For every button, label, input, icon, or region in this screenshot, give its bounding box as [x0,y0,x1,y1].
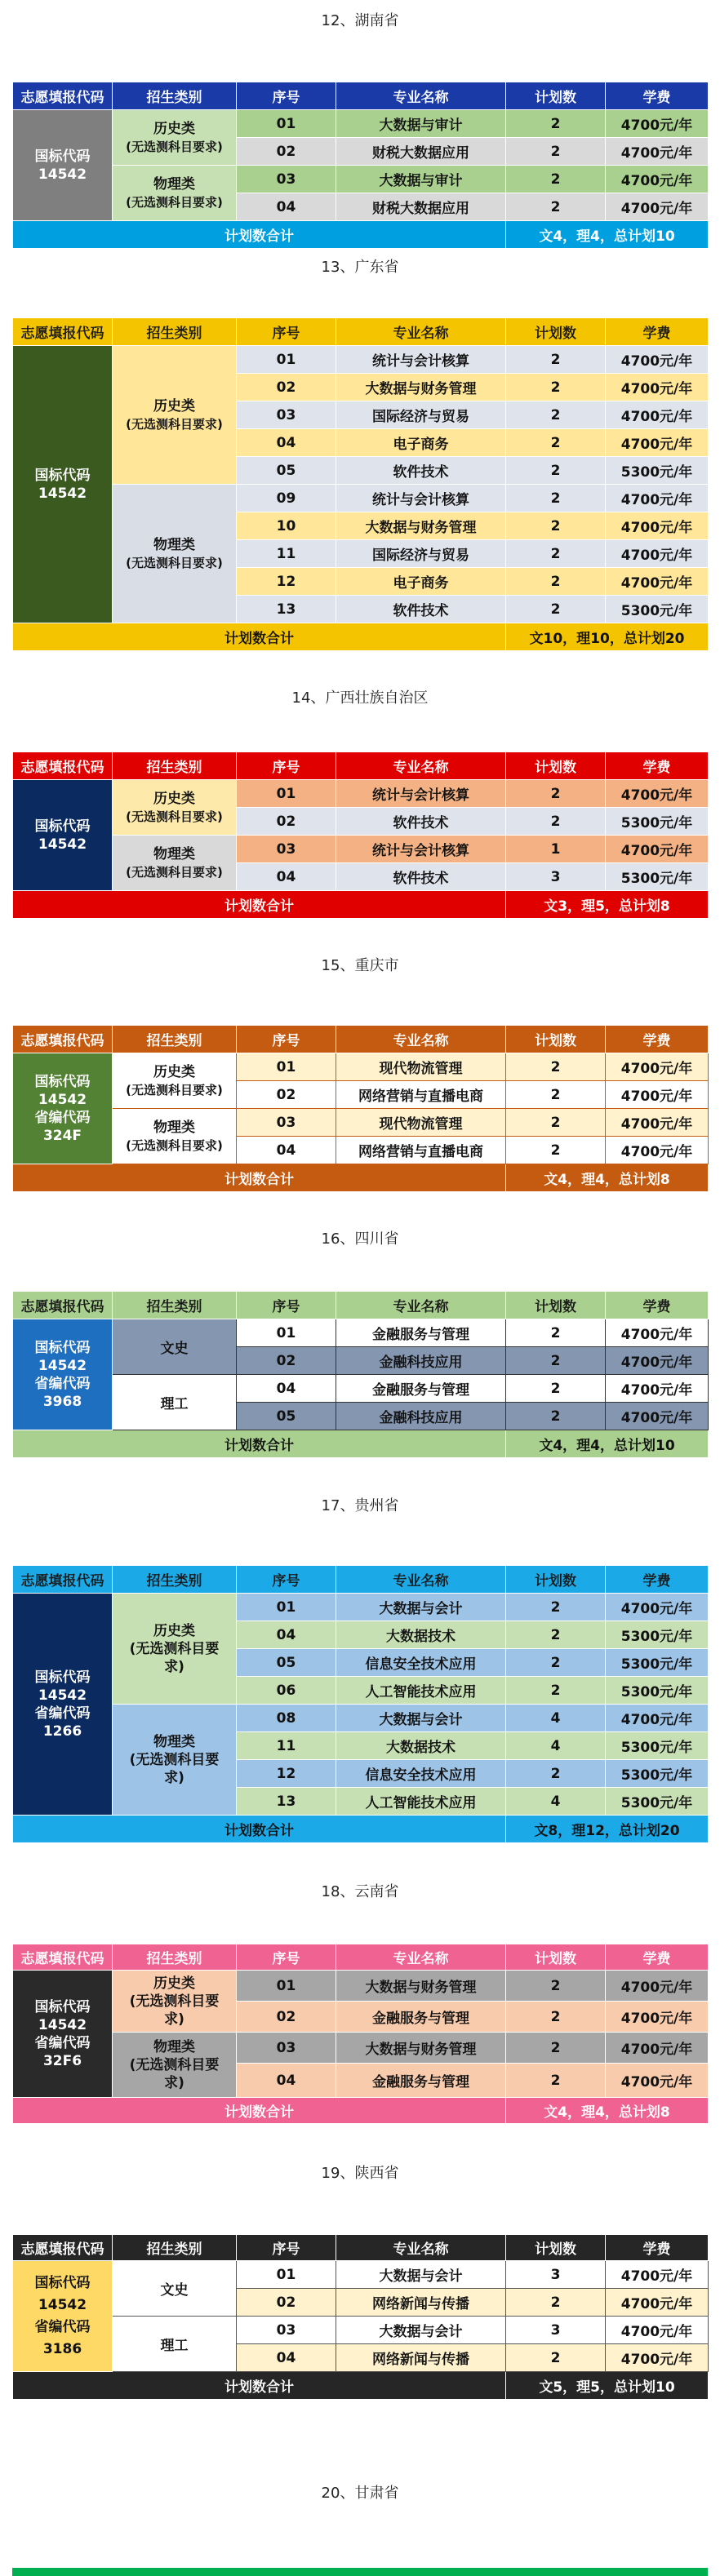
table-row: 02 财税大数据应用 2 4700元/年 [13,138,709,166]
table-row: 02 网络新闻与传播 2 4700元/年 [13,2289,709,2317]
total-row: 计划数合计 文4，理4，总计划8 [13,1164,709,1192]
code-cell: 国标代码 14542 省编代码 32F6 [13,1971,113,2098]
table-header: 志愿填报代码 招生类别 序号 专业名称 计划数 学费 [13,1292,709,1319]
plan-table-chongqing [12,1025,709,1192]
category-cell: 理工 [113,1375,237,1430]
table-row: 10 大数据与财务管理 2 4700元/年 [13,512,709,540]
table-header: 志愿填报代码 招生类别 序号 专业名称 计划数 学费 [13,82,709,110]
table-header-partial [12,2568,708,2576]
plan-table-guangxi [12,752,709,919]
table-row: 理工 03 大数据与会计 3 4700元/年 [13,2317,709,2344]
table-row: 03 国际经济与贸易 2 4700元/年 [13,401,709,429]
section-title-chongqing: 15、重庆市 [321,957,399,974]
table-row: 04 大数据技术 2 5300元/年 [13,1621,709,1649]
table-row: 物理类 (无选测科目要求) 09 统计与会计核算 2 4700元/年 [13,485,709,512]
category-cell: 历史类 (无选测科目要求) [113,346,237,485]
table-header: 志愿填报代码 招生类别 序号 专业名称 计划数 学费 [13,1026,709,1053]
plan-table-guizhou [12,1565,709,1843]
plan-table-shaanxi [12,2234,709,2400]
section-title-gansu: 20、甘肃省 [321,2485,399,2502]
table-header: 志愿填报代码 招生类别 序号 专业名称 计划数 学费 [13,2235,709,2261]
plan-table-yunnan [12,1944,709,2124]
table-row: 02 网络营销与直播电商 2 4700元/年 [13,1081,709,1109]
table-row: 04 网络营销与直播电商 2 4700元/年 [13,1137,709,1164]
total-row: 计划数合计 文4，理4，总计划10 [13,221,709,249]
table-header: 志愿填报代码 招生类别 序号 专业名称 计划数 学费 [13,752,709,780]
table-row: 04 金融服务与管理 2 4700元/年 [13,2064,709,2098]
category-cell: 文史 [113,1319,237,1375]
table-row: 物理类 (无选测科目要 求) 03 大数据与财务管理 2 4700元/年 [13,2033,709,2064]
table-row: 国标代码 14542 历史类 (无选测科目要求) 01 大数据与审计 2 4700元/年 [13,110,709,138]
plan-table-sichuan [12,1291,709,1458]
category-cell: 物理类 (无选测科目要 求) [113,1705,237,1816]
table-header: 志愿填报代码 招生类别 序号 专业名称 计划数 学费 [13,1944,709,1971]
category-cell: 物理类 (无选测科目要求) [113,836,237,891]
table-row: 国标代码 14542 省编代码 1266 历史类 (无选测科目要 求) 01 大数据与会计 2 4700元/年 [13,1594,709,1621]
category-cell: 历史类 (无选测科目要求) [113,1053,237,1109]
category-cell: 物理类 (无选测科目要求) [113,166,237,221]
table-row: 02 大数据与财务管理 2 4700元/年 [13,374,709,401]
table-row: 06 人工智能技术应用 2 5300元/年 [13,1677,709,1705]
section-title-hunan: 12、湖南省 [321,12,399,29]
category-cell: 历史类 (无选测科目要 求) [113,1971,237,2033]
section-title-sichuan: 16、四川省 [321,1230,399,1248]
total-row: 计划数合计 文8，理12，总计划20 [13,1816,709,1843]
total-row: 计划数合计 文5，理5，总计划10 [13,2372,709,2400]
table-row: 11 国际经济与贸易 2 4700元/年 [13,540,709,568]
section-title-guizhou: 17、贵州省 [321,1497,399,1514]
table-row: 05 信息安全技术应用 2 5300元/年 [13,1649,709,1677]
table-row: 04 财税大数据应用 2 4700元/年 [13,193,709,221]
table-row: 05 金融科技应用 2 4700元/年 [13,1403,709,1430]
code-cell: 国标代码 14542 省编代码 1266 [13,1594,113,1816]
table-row: 13 软件技术 2 5300元/年 [13,596,709,623]
total-row: 计划数合计 文4，理4，总计划8 [13,2098,709,2124]
table-row: 04 电子商务 2 4700元/年 [13,429,709,457]
table-row: 物理类 (无选测科目要求) 03 统计与会计核算 1 4700元/年 [13,836,709,863]
category-cell: 物理类 (无选测科目要求) [113,485,237,623]
table-row: 12 信息安全技术应用 2 5300元/年 [13,1760,709,1788]
section-title-shaanxi: 19、陕西省 [321,2165,399,2182]
table-row: 国标代码 14542 历史类 (无选测科目要求) 01 统计与会计核算 2 4700元/年 [13,780,709,808]
category-cell: 物理类 (无选测科目要 求) [113,2033,237,2098]
table-row: 04 网络新闻与传播 2 4700元/年 [13,2344,709,2372]
code-cell: 国标代码 14542 省编代码 3186 [13,2261,113,2372]
table-row: 国标代码 14542 省编代码 3968 文史 01 金融服务与管理 2 4700元/年 [13,1319,709,1347]
table-header: 志愿填报代码 招生类别 序号 专业名称 计划数 学费 [13,318,709,346]
table-row: 05 软件技术 2 5300元/年 [13,457,709,485]
table-row: 13 人工智能技术应用 4 5300元/年 [13,1788,709,1816]
plan-table-hunan [12,82,709,249]
code-cell: 国标代码 14542 省编代码 324F [13,1053,113,1164]
total-row: 计划数合计 文10，理10，总计划20 [13,623,709,651]
total-row: 计划数合计 文4，理4，总计划10 [13,1430,709,1458]
table-header: 志愿填报代码 招生类别 序号 专业名称 计划数 学费 [13,1566,709,1594]
total-row: 计划数合计 文3，理5，总计划8 [13,891,709,919]
section-title-yunnan: 18、云南省 [321,1883,399,1900]
table-row: 12 电子商务 2 4700元/年 [13,568,709,596]
category-cell: 历史类 (无选测科目要求) [113,780,237,836]
code-cell: 国标代码 14542 [13,346,113,623]
category-cell: 物理类 (无选测科目要求) [113,1109,237,1164]
table-row: 11 大数据技术 4 5300元/年 [13,1732,709,1760]
category-cell: 历史类 (无选测科目要 求) [113,1594,237,1705]
table-row: 理工 04 金融服务与管理 2 4700元/年 [13,1375,709,1403]
table-row: 物理类 (无选测科目要求) 03 大数据与审计 2 4700元/年 [13,166,709,193]
table-row: 02 软件技术 2 5300元/年 [13,808,709,836]
code-cell: 国标代码 14542 省编代码 3968 [13,1319,113,1430]
category-cell: 文史 [113,2261,237,2317]
category-cell: 历史类 (无选测科目要求) [113,110,237,166]
table-row: 国标代码 14542 历史类 (无选测科目要求) 01 统计与会计核算 2 4700元/年 [13,346,709,374]
table-row: 04 软件技术 3 5300元/年 [13,863,709,891]
plan-table-guangdong [12,317,709,651]
table-row: 国标代码 14542 省编代码 3186 文史 01 大数据与会计 3 4700元/年 [13,2261,709,2289]
section-title-guangdong: 13、广东省 [321,259,399,276]
code-cell: 国标代码 14542 [13,780,113,891]
category-cell: 理工 [113,2317,237,2372]
table-row: 02 金融服务与管理 2 4700元/年 [13,2002,709,2033]
table-row: 国标代码 14542 省编代码 32F6 历史类 (无选测科目要 求) 01 大数据与财务管理 2 4700元/年 [13,1971,709,2002]
table-row: 物理类 (无选测科目要求) 03 现代物流管理 2 4700元/年 [13,1109,709,1137]
table-row: 物理类 (无选测科目要 求) 08 大数据与会计 4 4700元/年 [13,1705,709,1732]
table-row: 国标代码 14542 省编代码 324F 历史类 (无选测科目要求) 01 现代物流管理 2 4700元/年 [13,1053,709,1081]
code-cell: 国标代码 14542 [13,110,113,221]
table-row: 02 金融科技应用 2 4700元/年 [13,1347,709,1375]
section-title-guangxi: 14、广西壮族自治区 [291,689,429,707]
